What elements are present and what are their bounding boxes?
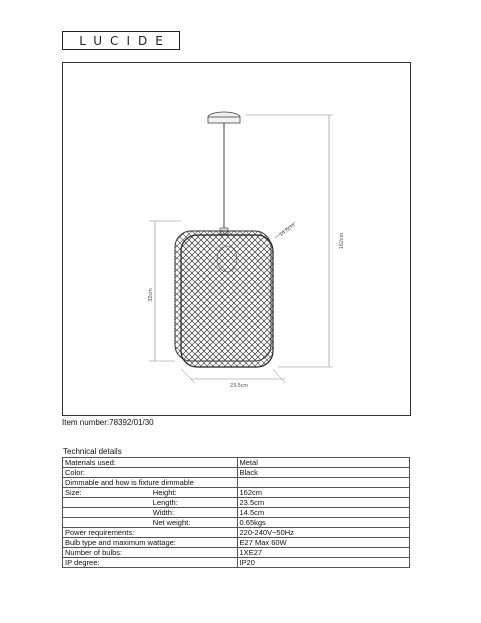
spec-label (63, 508, 151, 518)
item-number: Item number:78392/01/30 (62, 418, 154, 427)
spec-row (63, 518, 410, 528)
product-drawing (62, 62, 411, 416)
spec-value: 162cm (237, 488, 409, 498)
lamp-shade (181, 235, 273, 367)
spec-label: Bulb type and maximum wattage: (63, 538, 238, 548)
spec-sublabel: Width: (151, 508, 237, 518)
spec-label: Number of bulbs: (63, 548, 238, 558)
spec-value: 220-240V~50Hz (237, 528, 409, 538)
spec-row (63, 468, 410, 478)
spec-value: 14.5cm (237, 508, 409, 518)
dim-depth: 14.5cm (278, 222, 297, 239)
spec-row (63, 508, 410, 518)
spec-row (63, 498, 410, 508)
lamp-drawing (63, 63, 412, 417)
spec-value: Black (237, 468, 409, 478)
spec-row (63, 548, 410, 558)
spec-row (63, 538, 410, 548)
spec-row (63, 488, 410, 498)
spec-row (63, 558, 410, 568)
dim-total-height: 162cm (339, 232, 345, 250)
brand-logo-text: LUCIDE (79, 33, 171, 48)
spec-value: Metal (237, 458, 409, 468)
spec-label: Size: (63, 488, 151, 498)
spec-value: 0.65kgs (237, 518, 409, 528)
brand-logo (62, 31, 180, 50)
spec-sublabel: Net weight: (151, 518, 237, 528)
technical-details-title: Technical details (63, 447, 122, 456)
spec-value (237, 478, 409, 488)
spec-label (63, 518, 151, 528)
spec-sublabel: Length: (151, 498, 237, 508)
spec-row (63, 478, 410, 488)
spec-sublabel: Height: (151, 488, 237, 498)
spec-value: E27 Max 60W (237, 538, 409, 548)
spec-label: Materials used: (63, 458, 238, 468)
spec-label: Dimmable and how is fixture dimmable (63, 478, 238, 488)
dim-lamp-height: 32cm (148, 288, 154, 302)
dim-width: 23.5cm (229, 383, 249, 389)
spec-label: Power requirements: (63, 528, 238, 538)
spec-value: 1XE27 (237, 548, 409, 558)
specs-table (62, 457, 410, 568)
spec-label: Color: (63, 468, 238, 478)
spec-label (63, 498, 151, 508)
spec-value: IP20 (237, 558, 409, 568)
spec-row (63, 458, 410, 468)
spec-value: 23.5cm (237, 498, 409, 508)
spec-label: IP degree: (63, 558, 238, 568)
spec-row (63, 528, 410, 538)
